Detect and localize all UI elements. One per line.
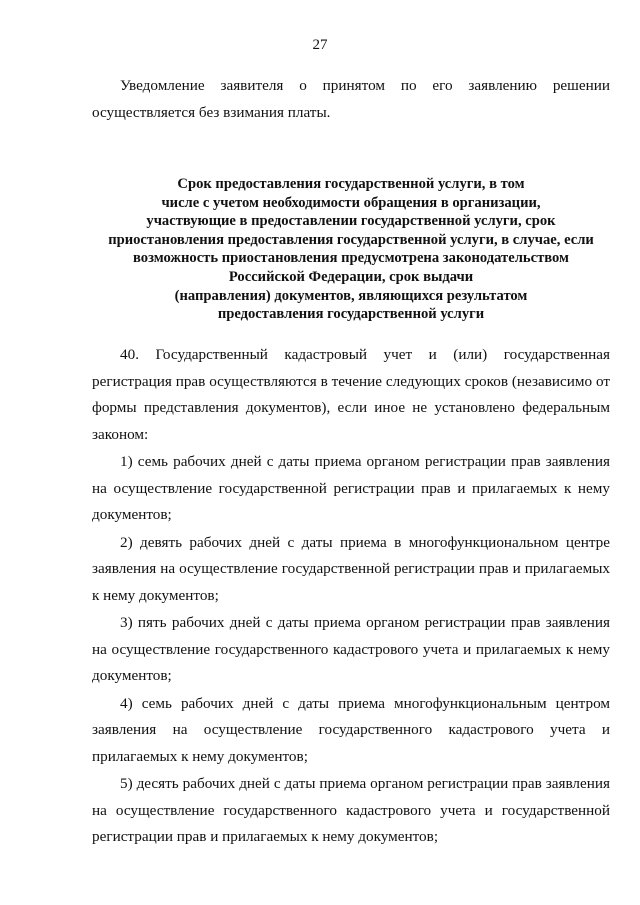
heading-line: числе с учетом необходимости обращения в организации, (161, 194, 541, 211)
provisions-list (92, 342, 610, 851)
list-item-3: 3) пять рабочих дней с даты приема органом регистрации прав заявления на осуществление государственного кадастрового учета и прилагаемых к нему документов; (92, 614, 610, 684)
heading-line: Российской Федерации, срок выдачи (228, 268, 474, 285)
list-item-1: 1) семь рабочих дней с даты приема органом регистрации прав заявления на осуществление государственной регистрации прав и прилагаемых к нему документов; (92, 453, 610, 523)
heading-line: участвующие в предоставлении государственной услуги, срок (146, 213, 556, 230)
page-number: 27 (312, 37, 328, 53)
list-item-4: 4) семь рабочих дней с даты приема многофункциональным центром заявления на осуществление государственного кадастрового учета и прилагаемых к нему документов; (92, 694, 610, 765)
heading-line: (направления) документов, являющихся результатом (174, 287, 528, 304)
section-heading (92, 175, 610, 324)
list-item-2: 2) девять рабочих дней с даты приема в многофункциональном центре заявления на осуществление государственной регистрации прав и прилагаемых к нему документов; (92, 533, 610, 604)
heading-line: приостановления предоставления государственной услуги, в случае, если (108, 231, 594, 248)
heading-line: Срок предоставления государственной услуги, в том (177, 176, 525, 192)
heading-line: возможность приостановления предусмотрена законодательством (133, 250, 569, 267)
heading-line: предоставления государственной услуги (217, 306, 485, 323)
list-item-5: 5) десять рабочих дней с даты приема органом регистрации прав заявления на осуществление государственного кадастрового учета и государственной регистрации прав и прилагаемых к нему документов; (92, 775, 610, 845)
intro-paragraph: Уведомление заявителя о принятом по его заявлению решении осуществляется без взимания платы. (92, 77, 610, 121)
paragraph-40: 40. Государственный кадастровый учет и (или) государственная регистрация прав осуществляются в течение следующих сроков (независимо от формы представления документов), если иное не установлено федеральным законом: (92, 346, 610, 443)
